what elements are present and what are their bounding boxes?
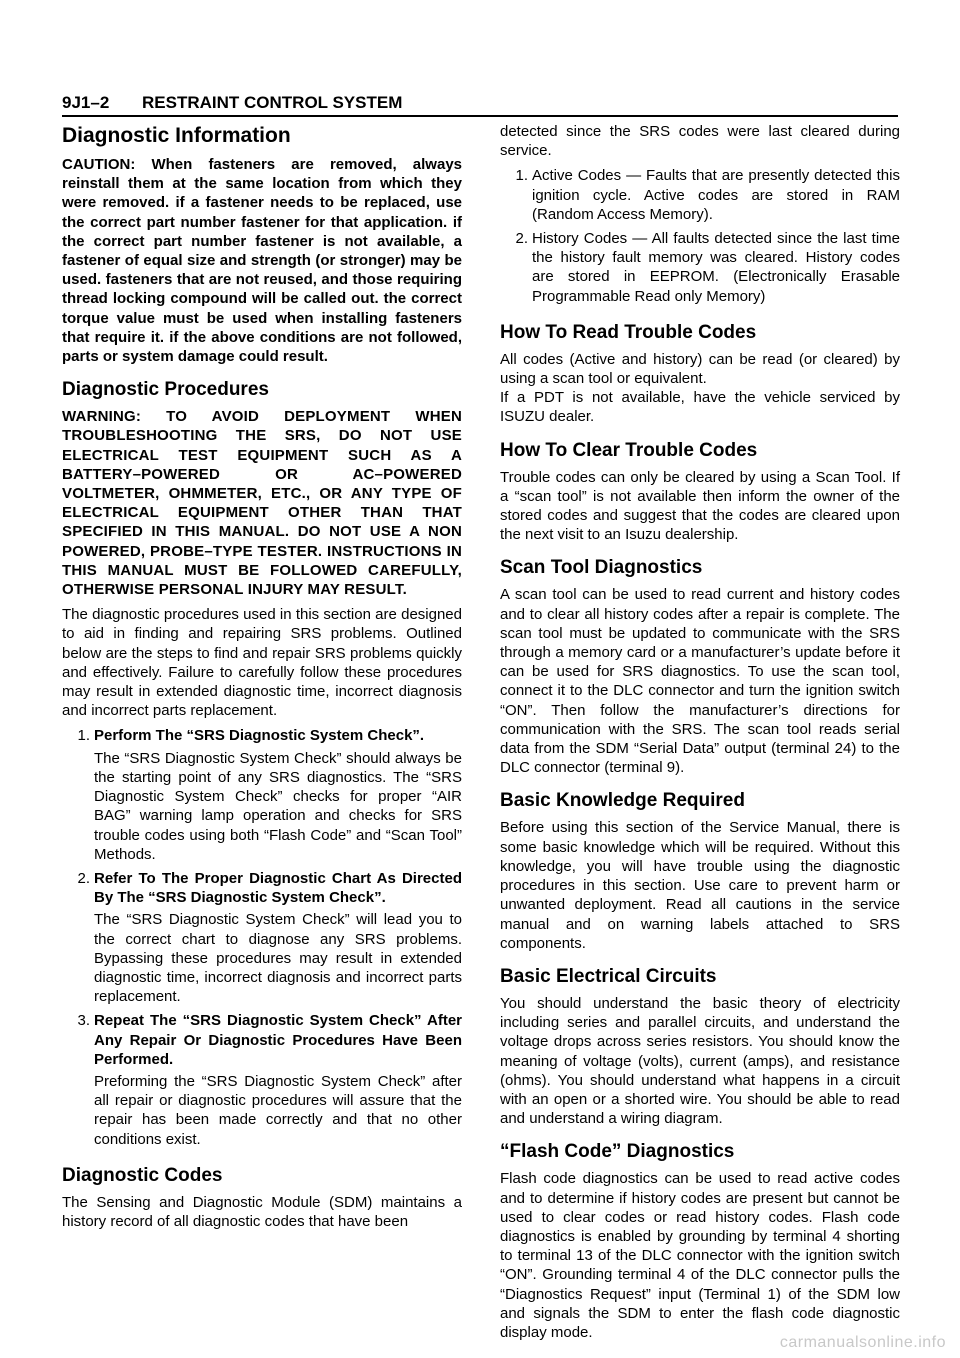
codes-text: The Sensing and Diagnostic Module (SDM) maintains a history record of all diagnostic codes that have been [62, 1193, 462, 1230]
step-text: Preforming the “SRS Diagnostic System Check” after all repair or diagnostic procedures will assure that the repair has been made correctly and that no other conditions exist. [94, 1072, 462, 1148]
code-type-item [500, 166, 900, 227]
watermark-text: carmanualsonline.info [779, 1334, 946, 1351]
section-paragraph: A scan tool can be used to read current and history codes and to clear all history codes after a repair is complete. The scan tool must be updated to communicate with the SRS through a memory card or a manufacturer’s update before it can be used for SRS diagnostics. To use the scan tool, connect it to the DLC connector and turn the ignition switch “ON”. Then follow the manufacturer’s directions for communication with the SRS. The scan tool reads serial data from the SDM “Serial Data” output (terminal 24) to the DLC connector (terminal 9). [500, 586, 900, 777]
caution-note: CAUTION: When fasteners are removed, always reinstall them at the same location from which they were removed. if a fastener needs to be replaced, use the correct part number fastener for that application. if the correct part number fastener is not available, a fastener of equal size and strength (or stronger) may be used. fasteners that are not reused, and those requiring thread locking compound will be called out. the correct torque value must be used when installing fasteners that require it. if the above conditions are not followed, parts or system damage could result. [62, 156, 462, 366]
page-title: Diagnostic Information [62, 124, 291, 147]
electrical-circuits-heading: Basic Electrical Circuits [500, 965, 717, 987]
step-text: The “SRS Diagnostic System Check” will lead you to the correct chart to diagnose any SRS problems. Bypassing these procedures may result in extended diagnostic time, incorrect diagnosis and incorrect parts replacement. [94, 911, 462, 1006]
procedure-step [62, 869, 462, 1009]
section-paragraph: If a PDT is not available, have the vehicle serviced by ISUZU dealer. [500, 389, 900, 426]
procedures-intro: The diagnostic procedures used in this section are designed to aid in finding and repairing SRS problems. Outlined below are the steps to find and repair SRS problems quickly and effectively. Failure to carefully follow these procedures may result in extended diagnostic time, incorrect diagnosis and incorrect parts replacement. [62, 606, 462, 720]
section-paragraph: Flash code diagnostics can be used to read active codes and to determine if history codes are present but cannot be used to clear codes or read history codes. Flash code diagnostics is enabled by grounding by terminal 4 shorting to terminal 13 of the DLC connector with the ignition switch “ON”. Grounding terminal 4 of the DLC connector pulls the “Diagnostics Request” input (Terminal 1) of the SDM low and signals the SDM to enter the flash code diagnostic display mode. [500, 1170, 900, 1341]
procedure-step [62, 726, 462, 866]
step-title: Repeat The “SRS Diagnostic System Check” After Any Repair Or Diagnostic Procedures Have Been Performed. [94, 1012, 462, 1068]
section-paragraph: Before using this section of the Service Manual, there is some basic knowledge which will be required. Without this knowledge, you will have trouble using the diagnostic procedures in this section. Use care to prevent harm or unwanted deployment. Read all cautions in the service manual and on warning labels attached to SRS components. [500, 819, 900, 952]
basic-knowledge-heading: Basic Knowledge Required [500, 790, 745, 812]
code-type-item [500, 229, 900, 309]
procedure-step [62, 1011, 462, 1151]
section-paragraph: You should understand the basic theory of electricity including series and parallel circuits, and understand the voltage drops across series resistors. You should know the meaning of voltage (volts), current (amps), and resistance (ohms). You should understand what happens in a circuit with an open or a shorted wire. You should be able to read and understand a wiring diagram. [500, 994, 900, 1128]
page-number: 9J1–2 [62, 93, 110, 112]
code-type-number: 2. [515, 230, 528, 248]
scan-tool-heading: Scan Tool Diagnostics [500, 557, 703, 579]
step-text: The “SRS Diagnostic System Check” should always be the starting point of any SRS diagnostics. The “SRS Diagnostic System Check” checks for proper “AIR BAG” warning lamp operation and checks for SRS trouble codes using both “Flash Code” and “Scan Tool” Methods. [94, 749, 462, 863]
header-rule [62, 115, 898, 117]
codes-heading: Diagnostic Codes [62, 1164, 223, 1186]
code-type-text: Active Codes — Faults that are presently detected this ignition cycle. Active codes are stored in RAM (Random Access Memory). [532, 167, 900, 223]
code-type-text: History Codes — All faults detected since the last time the history fault memory was cleared. History codes are stored in EEPROM. (Electronically Erasable Programmable Read only Memory) [532, 230, 900, 305]
code-type-number: 1. [515, 167, 528, 185]
read-codes-heading: How To Read Trouble Codes [500, 321, 757, 343]
clear-codes-heading: How To Clear Trouble Codes [500, 439, 758, 461]
right-column [500, 122, 900, 1348]
warning-note: WARNING: TO AVOID DEPLOYMENT WHEN TROUBLESHOOTING THE SRS, DO NOT USE ELECTRICAL TEST EQUIPMENT SUCH AS A BATTERY–POWERED OR AC–POWERED VOLTMETER, OHMMETER, ETC., OR ANY TYPE OF ELECTRICAL EQUIPMENT OTHER THAN THAT SPECIFIED IN THIS MANUAL. DO NOT USE A NON POWERED, PROBE–TYPE TESTER. INSTRUCTIONS IN THIS MANUAL MUST BE FOLLOWED CAREFULLY, OTHERWISE PERSONAL INJURY MAY RESULT. [62, 408, 462, 599]
section-title: RESTRAINT CONTROL SYSTEM [142, 93, 403, 112]
page-header [62, 93, 922, 115]
codes-continued: detected since the SRS codes were last cleared during service. [500, 123, 900, 160]
left-column [62, 122, 462, 1237]
procedures-heading: Diagnostic Procedures [62, 379, 269, 401]
step-title: Refer To The Proper Diagnostic Chart As Directed By The “SRS Diagnostic System Check”. [94, 869, 462, 907]
section-paragraph: All codes (Active and history) can be read (or cleared) by using a scan tool or equivalent. [500, 350, 900, 388]
step-title: Perform The “SRS Diagnostic System Check”. [94, 727, 425, 745]
section-paragraph: Trouble codes can only be cleared by using a Scan Tool. If a “scan tool” is not available then inform the owner of the stored codes and suggest that the codes are cleared upon the next visit to an Isuzu dealership. [500, 468, 900, 544]
step-number: 2. [77, 869, 90, 887]
step-number: 3. [77, 1012, 90, 1030]
step-number: 1. [77, 727, 90, 745]
flash-code-heading: “Flash Code” Diagnostics [500, 1141, 735, 1163]
